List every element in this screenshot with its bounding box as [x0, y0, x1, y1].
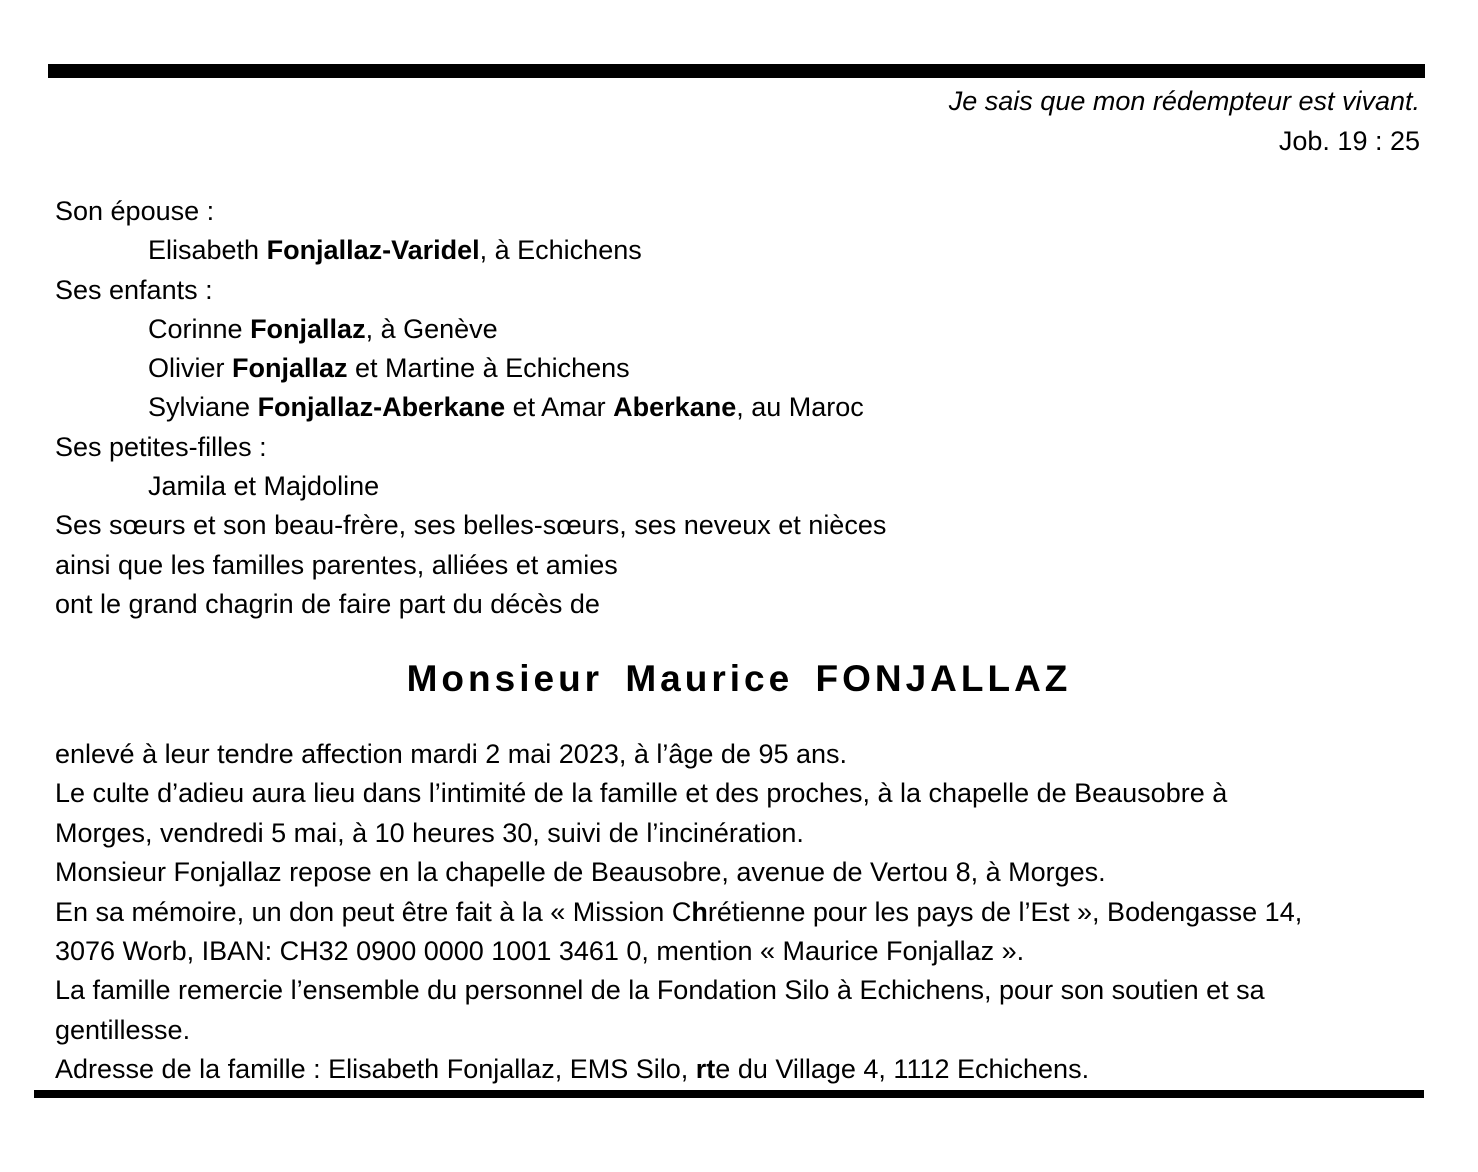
- text-line: [55, 428, 886, 467]
- epigraph-reference: Job. 19 : 25: [1278, 125, 1420, 156]
- top-divider-rule: [48, 64, 1425, 78]
- text-segment: Elisabeth: [148, 235, 267, 266]
- text-segment: Morges, vendredi 5 mai, à 10 heures 30, suivi de l’incinération.: [55, 817, 804, 848]
- text-segment: Adresse de la famille : Elisabeth Fonjallaz, EMS Silo,: [55, 1054, 696, 1085]
- text-segment: En sa mémoire, un don peut être fait à la « Mission C: [55, 896, 692, 927]
- text-line: [55, 310, 886, 349]
- bottom-divider-rule: [34, 1090, 1424, 1098]
- text-segment: rétienne pour les pays de l’Est », Bodengasse 14,: [707, 896, 1303, 927]
- bold-text-segment: Fonjallaz: [250, 313, 366, 344]
- bold-text-segment: Fonjallaz-Varidel: [266, 235, 480, 266]
- text-segment: Son épouse :: [55, 196, 215, 226]
- text-segment: gentillesse.: [55, 1014, 191, 1045]
- announcement-text: [55, 735, 1302, 1090]
- text-segment: 3076 Worb, IBAN: CH32 0900 0000 1001 3461 0, mention « Maurice Fonjallaz ».: [55, 936, 1025, 967]
- text-segment: e du Village 4, 1112 Echichens.: [715, 1054, 1090, 1085]
- text-segment: Olivier: [148, 353, 233, 384]
- text-segment: Monsieur Fonjallaz repose en la chapelle de Beausobre, avenue de Vertou 8, à Morges.: [55, 857, 1106, 888]
- text-segment: ont le grand chagrin de faire part du décès de: [55, 588, 600, 619]
- deceased-name-title: Monsieur Maurice FONJALLAZ: [406, 658, 1072, 699]
- text-line: [55, 1050, 1302, 1089]
- text-line: [55, 467, 886, 506]
- text-line: [55, 349, 886, 388]
- epigraph: [949, 82, 1420, 161]
- text-segment: Sylviane: [148, 392, 258, 423]
- bold-text-segment: Fonjallaz-Aberkane: [257, 392, 506, 423]
- text-line: [55, 853, 1302, 892]
- text-segment: , à Genève: [365, 313, 498, 344]
- text-segment: et Amar: [505, 392, 614, 423]
- text-line: [55, 192, 886, 231]
- text-line: [55, 271, 886, 310]
- text-segment: ainsi que les familles parentes, alliées et amies: [55, 549, 618, 580]
- text-segment: , au Maroc: [736, 392, 864, 423]
- bold-text-segment: Aberkane: [613, 392, 737, 423]
- text-line: [55, 1011, 1302, 1050]
- text-segment: Ses petites-filles :: [55, 431, 267, 462]
- text-line: [55, 774, 1302, 813]
- text-line: [55, 231, 886, 270]
- text-line: [55, 932, 1302, 971]
- text-segment: et Martine à Echichens: [347, 353, 630, 384]
- text-line: [55, 506, 886, 545]
- text-line: [55, 814, 1302, 853]
- text-segment: Ses sœurs et son beau-frère, ses belles-sœurs, ses neveux et nièces: [55, 510, 887, 541]
- text-line: [55, 546, 886, 585]
- text-segment: La famille remercie l’ensemble du personnel de la Fondation Silo à Echichens, pour son soutien et sa: [55, 975, 1265, 1006]
- text-line: [55, 735, 1302, 774]
- bold-text-segment: h: [691, 896, 708, 927]
- bold-text-segment: Fonjallaz: [232, 353, 348, 384]
- epigraph-quote: Je sais que mon rédempteur est vivant.: [948, 86, 1420, 116]
- bold-text-segment: rt: [695, 1054, 716, 1085]
- text-line: [55, 388, 886, 427]
- text-segment: , à Echichens: [479, 235, 642, 266]
- text-segment: Ses enfants :: [55, 274, 213, 305]
- text-line: [55, 893, 1302, 932]
- text-segment: Le culte d’adieu aura lieu dans l’intimité de la famille et des proches, à la chapelle de Beausobre à: [55, 778, 1228, 809]
- text-segment: Corinne: [148, 313, 251, 344]
- text-segment: enlevé à leur tendre affection mardi 2 mai 2023, à l’âge de 95 ans.: [55, 739, 848, 769]
- text-line: [55, 971, 1302, 1010]
- family-list: [55, 192, 886, 624]
- text-segment: Jamila et Majdoline: [148, 471, 380, 502]
- text-line: [55, 585, 886, 624]
